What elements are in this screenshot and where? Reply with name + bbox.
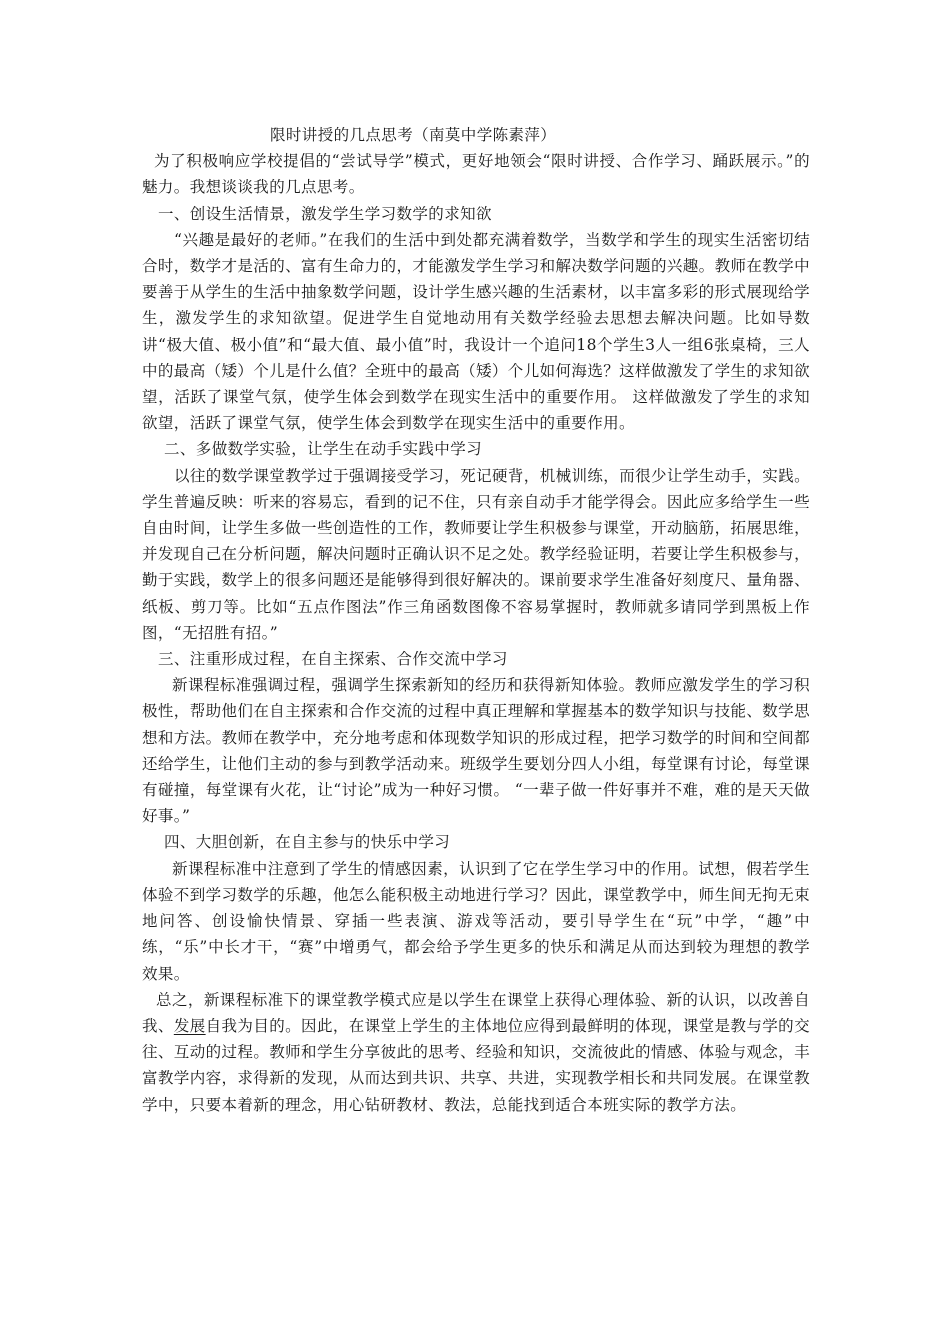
conclusion-text-start: 总之，新课程标准下的课堂教学模式应是以学生在课堂上获得心理体验、新的认识，以改善自我、 xyxy=(142,990,810,1035)
development-link[interactable]: 发展 xyxy=(173,1016,206,1035)
section-1-heading: 一、创设生活情景，激发学生学习数学的求知欲 xyxy=(158,204,492,223)
section-4-heading: 四、大胆创新，在自主参与的快乐中学习 xyxy=(164,833,451,852)
document-title: 限时讲授的几点思考（南莫中学陈素萍） xyxy=(270,126,557,144)
document-body xyxy=(142,122,810,1118)
intro-paragraph: 为了积极响应学校提倡的“尝试导学”模式，更好地领会“限时讲授、合作学习、踊跃展示。”的魅力。我想谈谈我的几点思考。 xyxy=(142,152,810,197)
section-3-paragraph: 新课程标准强调过程，强调学生探索新知的经历和获得新知体验。教师应激发学生的学习积极性，帮助他们在自主探索和合作交流的过程中真正理解和掌握基本的数学知识与技能、数学思想和方法。教师在教学中，充分地考虑和体现数学知识的形成过程，把学习数学的时间和空间都还给学生，让他们主动的参与到教学活动来。班级学生要划分四人小组，每堂课有讨论，每堂课有碰撞，每堂课有火花，让“讨论”成为一种好习惯。 “一辈子做一件好事并不难，难的是天天做好事。” xyxy=(142,676,810,826)
section-3-heading: 三、注重形成过程，在自主探索、合作交流中学习 xyxy=(158,650,508,669)
section-4-paragraph: 新课程标准中注意到了学生的情感因素，认识到了它在学生学习中的作用。试想，假若学生体验不到学习数学的乐趣，他怎么能积极主动地进行学习？因此，课堂教学中，师生间无拘无束地问答、创设愉快情景、穿插一些表演、游戏等活动，要引导学生在“玩”中学，“趣”中练，“乐”中长才干，“赛”中增勇气，都会给予学生更多的快乐和满足从而达到较为理想的教学效果。 xyxy=(142,859,810,983)
section-2-paragraph: 以往的数学课堂教学过于强调接受学习，死记硬背，机械训练，而很少让学生动手，实践。学生普遍反映：听来的容易忘，看到的记不住，只有亲自动手才能学得会。因此应多给学生一些自由时间，让学生多做一些创造性的工作，教师要让学生积极参与课堂，开动脑筋，拓展思维，并发现自己在分析问题，解决问题时正确认识不足之处。教学经验证明，若要让学生积极参与，勤于实践，数学上的很多问题还是能够得到很好解决的。课前要求学生准备好刻度尺、量角器、纸板、剪刀等。比如“五点作图法”作三角函数图像不容易掌握时，教师就多请同学到黑板上作图，“无招胜有招。” xyxy=(142,466,811,642)
section-2-heading: 二、多做数学实验，让学生在动手实践中学习 xyxy=(164,440,483,459)
conclusion-text-end: 自我为目的。因此，在课堂上学生的主体地位应得到最鲜明的体现，课堂是教与学的交往、互动的过程。教师和学生分享彼此的思考、经验和知识，交流彼此的情感、体验与观念，丰富教学内容，求得新的发现，从而达到共识、共享、共进，实现教学相长和共同发展。在课堂教学中，只要本着新的理念，用心钻研教材、教法，总能找到适合本班实际的教学方法。 xyxy=(142,1016,810,1114)
section-1-paragraph: “兴趣是最好的老师。”在我们的生活中到处都充满着数学，当数学和学生的现实生活密切结合时，数学才是活的、富有生命力的，才能激发学生学习和解决数学问题的兴趣。教师在教学中要善于从学生的生活中抽象数学问题，设计学生感兴趣的生活素材，以丰富多彩的形式展现给学生，激发学生的求知欲望。促进学生自觉地动用有关数学经验去思想去解决问题。比如导数讲“极大值、极小值”和“最大值、最小值”时，我设计一个追问18个学生3人一组6张桌椅，三人中的最高（矮）个儿是什么值？全班中的最高（矮）个儿如何海选？这样做激发了学生的求知欲望，活跃了课堂气氛，使学生体会到数学在现实生活中的重要作用。 这样做激发了学生的求知欲望，活跃了课堂气氛，使学生体会到数学在现实生活中的重要作用。 xyxy=(142,230,810,433)
conclusion-paragraph xyxy=(142,987,810,1118)
